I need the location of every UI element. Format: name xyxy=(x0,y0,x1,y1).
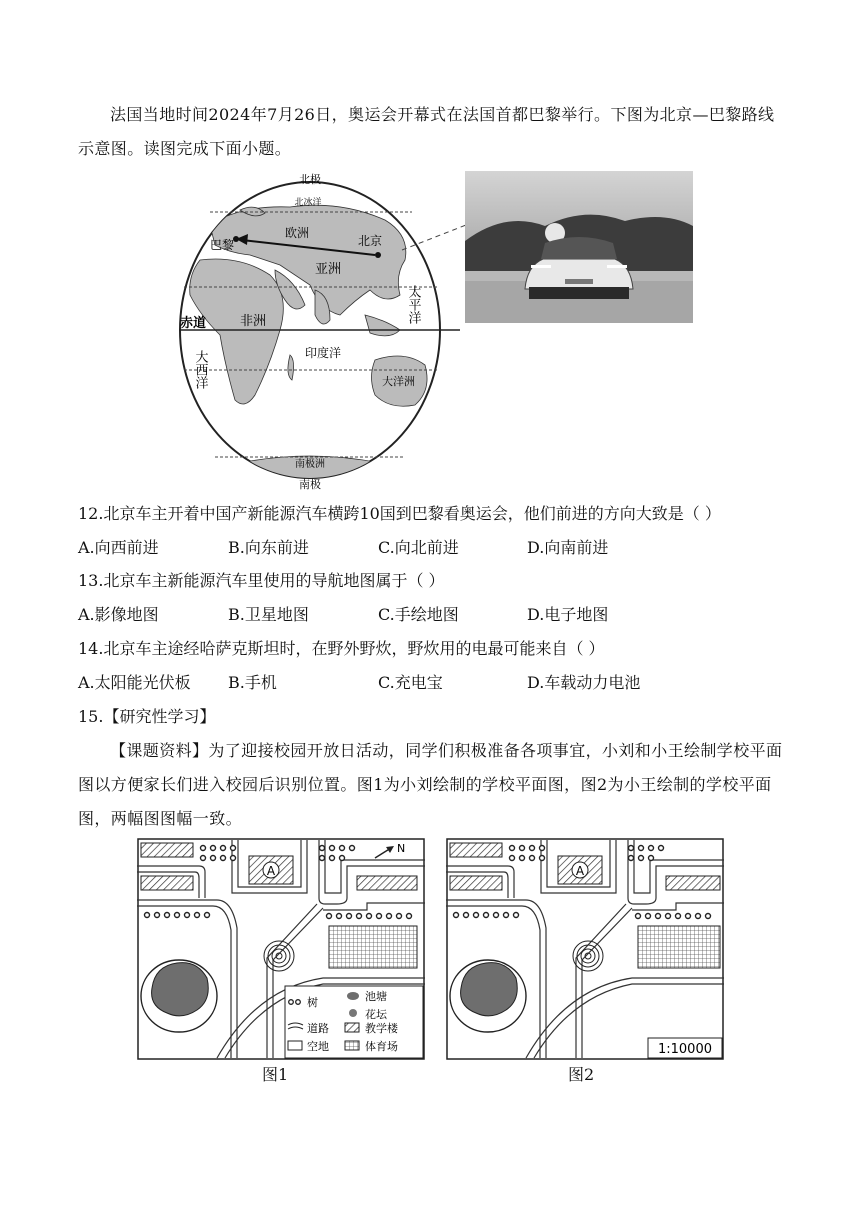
question-13-option-c[interactable]: C.手绘地图 xyxy=(378,605,459,624)
label-south-pole: 南极 xyxy=(299,478,321,491)
question-12-stem: 12.北京车主开着中国产新能源汽车横跨10国到巴黎看奥运会，他们前进的方向大致是（ ） xyxy=(78,504,721,523)
question-12-option-a[interactable]: A.向西前进 xyxy=(78,538,159,557)
legend-classroom: 教学楼 xyxy=(365,1022,398,1035)
legend-stadium: 体育场 xyxy=(365,1040,398,1053)
question-14-option-a[interactable]: A.太阳能光伏板 xyxy=(78,673,191,692)
label-asia: 亚洲 xyxy=(315,262,342,277)
caption-figure-1: 图1 xyxy=(262,1065,289,1084)
label-paris: 巴黎 xyxy=(210,238,235,252)
legend-open-space: 空地 xyxy=(307,1040,329,1053)
question-14-option-d[interactable]: D.车载动力电池 xyxy=(527,673,641,692)
label-oceania: 大洋洲 xyxy=(382,375,415,388)
question-14-option-c[interactable]: C.充电宝 xyxy=(378,673,443,692)
question-13-option-a[interactable]: A.影像地图 xyxy=(78,605,159,624)
label-beijing: 北京 xyxy=(358,234,383,248)
intro-paragraph: 法国当地时间2024年7月26日，奥运会开幕式在法国首都巴黎举行。下图为北京—巴黎路线示意图。读图完成下面小题。 xyxy=(78,105,775,158)
label-equator: 赤道 xyxy=(180,316,207,331)
legend-flowerbed: 花坛 xyxy=(365,1008,387,1021)
label-north-pole: 北极 xyxy=(299,173,321,186)
plan2-building-a-label: A xyxy=(575,864,585,878)
question-15-title: 15.【研究性学习】 xyxy=(78,707,216,726)
legend-road: 道路 xyxy=(307,1022,329,1035)
plan2-scale: 1:10000 xyxy=(657,1042,713,1057)
legend-tree: 树 xyxy=(307,996,318,1009)
question-14-option-b[interactable]: B.手机 xyxy=(228,673,277,692)
label-africa: 非洲 xyxy=(240,314,267,329)
label-indian-ocean: 印度洋 xyxy=(305,346,342,360)
question-13-stem: 13.北京车主新能源汽车里使用的导航地图属于（ ） xyxy=(78,571,445,590)
plan1-north-label: N xyxy=(397,842,406,855)
globe-map xyxy=(170,165,470,499)
question-12-option-b[interactable]: B.向东前进 xyxy=(228,538,309,557)
caption-figure-2: 图2 xyxy=(568,1065,595,1084)
question-13-option-d[interactable]: D.电子地图 xyxy=(527,605,609,624)
question-12-option-c[interactable]: C.向北前进 xyxy=(378,538,459,557)
label-antarctica: 南极洲 xyxy=(295,459,325,470)
question-12-option-d[interactable]: D.向南前进 xyxy=(527,538,609,557)
question-13-option-b[interactable]: B.卫星地图 xyxy=(228,605,309,624)
question-14-stem: 14.北京车主途经哈萨克斯坦时，在野外野炊，野炊用的电最可能来自（ ） xyxy=(78,639,605,658)
label-europe: 欧洲 xyxy=(285,226,310,240)
legend-pond: 池塘 xyxy=(365,990,387,1003)
label-atlantic: 大西洋 xyxy=(192,350,208,389)
question-15-material: 【课题资料】为了迎接校园开放日活动，同学们积极准备各项事宜，小刘和小王绘制学校平面图以方便家长们进入校园后识别位置。图1为小刘绘制的学校平面图，图2为小王绘制的学校平面图，两幅图图幅一致。 xyxy=(78,741,783,828)
label-pacific: 太平洋 xyxy=(405,285,421,324)
school-plan-figure-2 xyxy=(446,838,724,1064)
label-arctic-ocean: 北冰洋 xyxy=(294,198,322,208)
ev-car-photo xyxy=(465,171,693,327)
plan1-building-a-label: A xyxy=(266,864,276,878)
school-plan-figure-1 xyxy=(137,838,425,1064)
